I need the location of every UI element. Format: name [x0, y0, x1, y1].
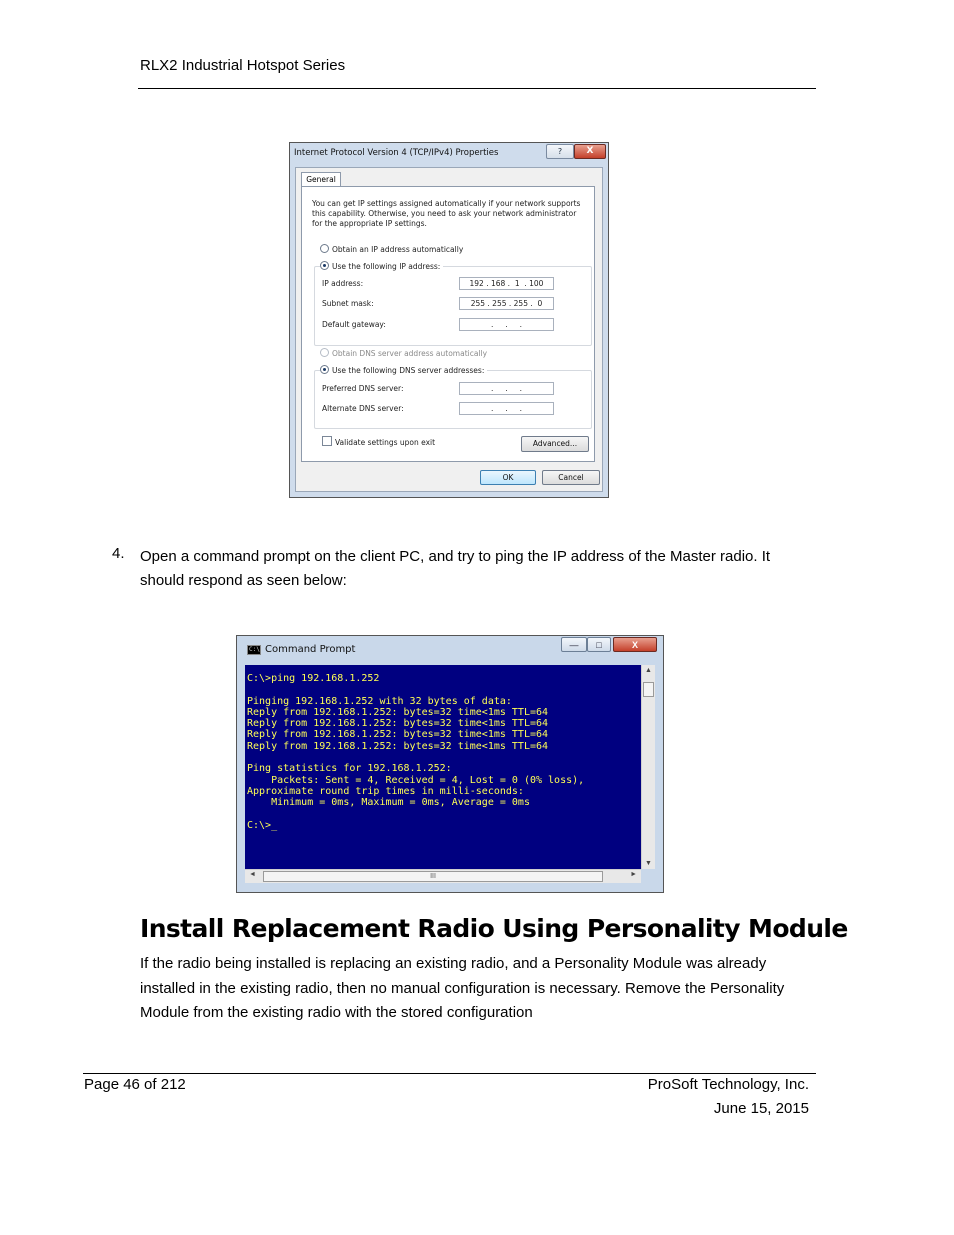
dns-settings-group	[314, 370, 592, 429]
command-prompt-icon: C:\	[249, 646, 260, 653]
horizontal-scroll-thumb[interactable]: III	[263, 871, 603, 882]
maximize-button[interactable]: □	[587, 637, 611, 652]
checkbox-icon	[322, 436, 332, 446]
dialog-title-buttons	[546, 144, 604, 159]
command-prompt-window	[236, 635, 664, 893]
ipv4-properties-dialog	[289, 142, 609, 498]
help-button[interactable]: ?	[546, 144, 574, 159]
subnet-mask-input[interactable]: 255 . 255 . 255 . 0	[459, 297, 554, 310]
general-tab-panel	[301, 186, 595, 462]
header-title: RLX2 Industrial Hotspot Series	[140, 57, 346, 74]
radio-use-dns[interactable]: Use the following DNS server addresses:	[320, 365, 487, 375]
ip-address-input[interactable]: 192 . 168 . 1 . 100	[459, 277, 554, 290]
alternate-dns-label: Alternate DNS server:	[322, 404, 404, 413]
dialog-title: Internet Protocol Version 4 (TCP/IPv4) Properties	[294, 148, 499, 158]
step-text: Open a command prompt on the client PC, and try to ping the IP address of the Master radio. It should respond as seen below:	[140, 548, 771, 589]
radio-obtain-ip-auto[interactable]: Obtain an IP address automatically	[320, 244, 463, 254]
vertical-scrollbar[interactable]	[641, 665, 655, 869]
preferred-dns-label: Preferred DNS server:	[322, 384, 404, 393]
section-paragraph: If the radio being installed is replacing an existing radio, and a Personality Module was already installed in the existing radio, then no manual configuration is necessary. Remove the Personality Module from the existing radio with the stored configuration	[140, 955, 785, 1021]
ok-button[interactable]: OK	[480, 470, 536, 485]
default-gateway-input[interactable]: . . .	[459, 318, 554, 331]
footer-date: June 15, 2015	[713, 1100, 809, 1117]
advanced-button[interactable]: Advanced...	[521, 436, 589, 452]
radio-icon	[320, 244, 329, 253]
console-output-area[interactable]	[245, 665, 641, 869]
close-button[interactable]: X	[613, 637, 657, 652]
scroll-right-icon[interactable]: ►	[630, 871, 637, 878]
scroll-down-icon[interactable]: ▼	[645, 860, 652, 867]
command-prompt-title: Command Prompt	[265, 644, 356, 655]
vertical-scroll-thumb[interactable]	[643, 682, 654, 697]
radio-selected-icon	[320, 261, 329, 270]
footer-company: ProSoft Technology, Inc.	[647, 1076, 809, 1093]
preferred-dns-input[interactable]: . . .	[459, 382, 554, 395]
close-button[interactable]: X	[574, 144, 606, 159]
minimize-button[interactable]: —	[561, 637, 587, 652]
footer-page-number: Page 46 of 212	[84, 1076, 186, 1093]
horizontal-scrollbar[interactable]	[245, 869, 641, 883]
dialog-body	[295, 167, 603, 492]
scroll-up-icon[interactable]: ▲	[645, 667, 652, 674]
footer-divider	[83, 1073, 816, 1074]
scroll-left-icon[interactable]: ◄	[249, 871, 256, 878]
console-output-text: C:\>ping 192.168.1.252 Pinging 192.168.1.252 with 32 bytes of data: Reply from 192.168.1.252: bytes=32 time<1ms TTL=64 Reply from 192.168.1.252: bytes=32 time<1ms TTL=64 Reply from 192.168.1.252: bytes=32 time<1ms TTL=64 Reply from 192.168.1.252: bytes=32 time<1ms TTL=64 Ping statistics for 192.168.1.252: Packets: Sent = 4, Received = 4, Lost = 0 (0% loss), Approximate round trip times in milli-seconds: Minimum = 0ms, Maximum = 0ms, Average = 0ms C:\>_	[247, 673, 585, 831]
tab-general[interactable]: General	[301, 172, 341, 187]
default-gateway-label: Default gateway:	[322, 320, 386, 329]
window-controls	[557, 637, 661, 654]
subnet-mask-label: Subnet mask:	[322, 299, 374, 308]
validate-settings-checkbox[interactable]: Validate settings upon exit	[322, 436, 435, 447]
dialog-description: You can get IP settings assigned automatically if your network supports this capability. Otherwise, you need to ask your network administrator for the appropriate IP settings.	[312, 199, 581, 228]
ip-address-label: IP address:	[322, 279, 364, 288]
alternate-dns-input[interactable]: . . .	[459, 402, 554, 415]
radio-use-ip[interactable]: Use the following IP address:	[320, 261, 443, 271]
step-number: 4.	[112, 545, 125, 562]
section-heading: Install Replacement Radio Using Personality Module	[140, 914, 848, 943]
radio-obtain-dns-auto[interactable]: Obtain DNS server address automatically	[320, 348, 487, 358]
cancel-button[interactable]: Cancel	[542, 470, 600, 485]
header-divider	[138, 88, 816, 89]
radio-disabled-icon	[320, 348, 329, 357]
radio-selected-icon	[320, 365, 329, 374]
